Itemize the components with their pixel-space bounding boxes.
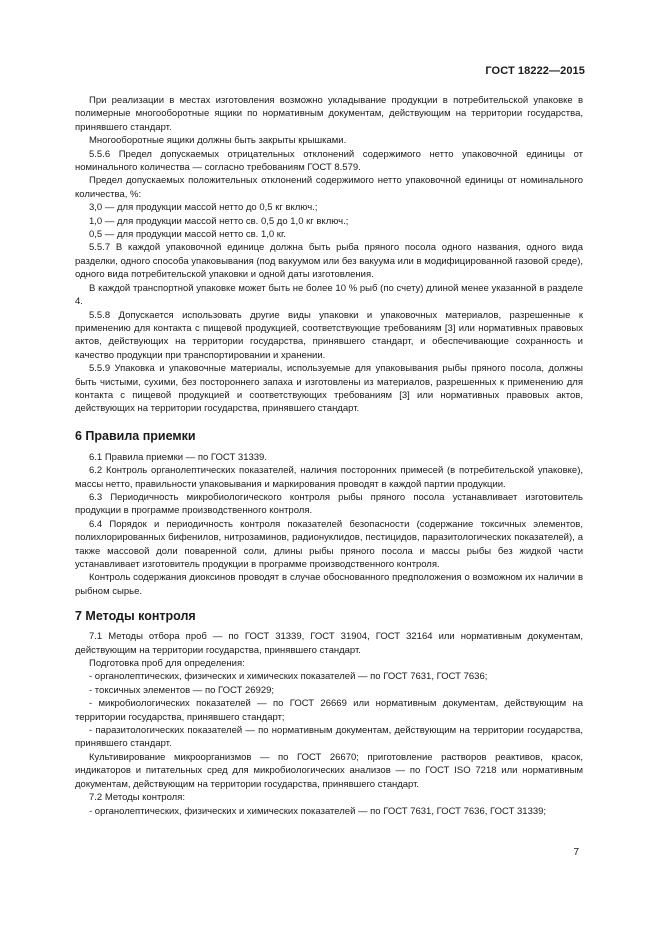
paragraph: 6.1 Правила приемки — по ГОСТ 31339. <box>89 451 267 463</box>
paragraph: - микробиологических показателей — по ГОСТ 26669 или нормативным документам, действующим на территории государства, принявшего стандарт; <box>75 698 583 723</box>
document-header: ГОСТ 18222—2015 <box>485 65 585 77</box>
section-heading: 7 Методы контроля <box>75 609 196 624</box>
paragraph: 7.2 Методы контроля: <box>89 792 185 804</box>
paragraph: 3,0 — для продукции массой нетто до 0,5 кг включ.; <box>89 202 318 214</box>
paragraph: 0,5 — для продукции массой нетто св. 1,0 кг. <box>89 229 286 241</box>
paragraph: 7.1 Методы отбора проб — по ГОСТ 31339, ГОСТ 31904, ГОСТ 32164 или нормативным документам, действующим на территории государства, принявшего стандарт. <box>75 631 583 656</box>
paragraph: Предел допускаемых положительных отклонений содержимого нетто упаковочной единицы от номинального количества, %: <box>75 175 583 200</box>
paragraph: 5.5.9 Упаковка и упаковочные материалы, используемые для упаковывания рыбы пряного посола, должны быть чистыми, сухими, без постороннего запаха и изготовлены из материалов, разрешенных к применению для контакта с пищевой продукцией и соответствующих требованиям [3] или нормативных правовых актов, действующих на территории государства, принявшего стандарт. <box>75 363 583 415</box>
document-body <box>75 94 583 818</box>
paragraph: При реализации в местах изготовления возможно укладывание продукции в потребительской упаковке в полимерные многооборотные ящики по нормативным документам, действующим на территории государства, принявшего стандарт. <box>75 95 583 133</box>
paragraph: - токсичных элементов — по ГОСТ 26929; <box>89 684 275 696</box>
paragraph: Многооборотные ящики должны быть закрыты крышками. <box>89 135 347 147</box>
paragraph: Контроль содержания диоксинов проводят в случае обоснованного предположения о возможном их наличии в рыбном сырье. <box>75 572 583 597</box>
paragraph: - органолептических, физических и химических показателей — по ГОСТ 7631, ГОСТ 7636, ГОСТ 31339; <box>89 805 547 817</box>
paragraph: Подготовка проб для определения: <box>89 658 245 670</box>
paragraph: 6.2 Контроль органолептических показателей, наличия посторонних примесей (в потребительской упаковке), массы нетто, правильности упаковывания и маркирования проводят в каждой партии продукции. <box>75 465 583 490</box>
paragraph: 5.5.7 В каждой упаковочной единице должна быть рыба пряного посола одного названия, одного вида разделки, одного способа упаковывания (под вакуумом или без вакуума или в модифицированной газовой среде), одного вида потребительской упаковки и одной даты изготовления. <box>75 242 583 281</box>
paragraph: 6.4 Порядок и периодичность контроля показателей безопасности (содержание токсичных элементов, полихлорированных бифенилов, нитрозаминов, радионуклидов, пестицидов, паразитологических показателей), а также массовой доли поваренной соли, длины рыбы пряного посола и массы рыбы без жидкой части устанавливает изготовитель продукции в программе производственного контроля. <box>75 518 583 570</box>
paragraph: 6.3 Периодичность микробиологического контроля рыбы пряного посола устанавливает изготовитель продукции в программе производственного контроля. <box>75 491 583 517</box>
paragraph: - органолептических, физических и химических показателей — по ГОСТ 7631, ГОСТ 7636; <box>89 671 488 683</box>
paragraph: 5.5.8 Допускается использовать другие виды упаковки и упаковочных материалов, разрешенные к применению для контакта с пищевой продукцией, соответствующие требованиям [3] или нормативных правовых актов, действующих на территории государства, принявшего стандарт, и обеспечивающие сохранность и качество продукции при транспортировании и хранении. <box>75 309 583 361</box>
paragraph: 1,0 — для продукции массой нетто св. 0,5 до 1,0 кг включ.; <box>89 215 349 227</box>
paragraph: 5.5.6 Предел допускаемых отрицательных отклонений содержимого нетто упаковочной единицы от номинального количества — согласно требованиям ГОСТ 8.579. <box>75 148 583 174</box>
paragraph: - паразитологических показателей — по нормативным документам, действующим на территории государства, принявшего стандарт. <box>75 725 583 750</box>
paragraph: В каждой транспортной упаковке может быть не более 10 % рыб (по счету) длиной менее указанной в разделе 4. <box>75 282 583 308</box>
section-heading: 6 Правила приемки <box>75 428 196 443</box>
paragraph: Культивирование микроорганизмов — по ГОСТ 26670; приготовление растворов реактивов, красок, индикаторов и питательных сред для микробиологических анализов — по ГОСТ ISO 7218 или нормативным документам, действующим на территории государства, принявшего стандарт. <box>75 751 583 790</box>
page-number: 7 <box>573 847 579 858</box>
